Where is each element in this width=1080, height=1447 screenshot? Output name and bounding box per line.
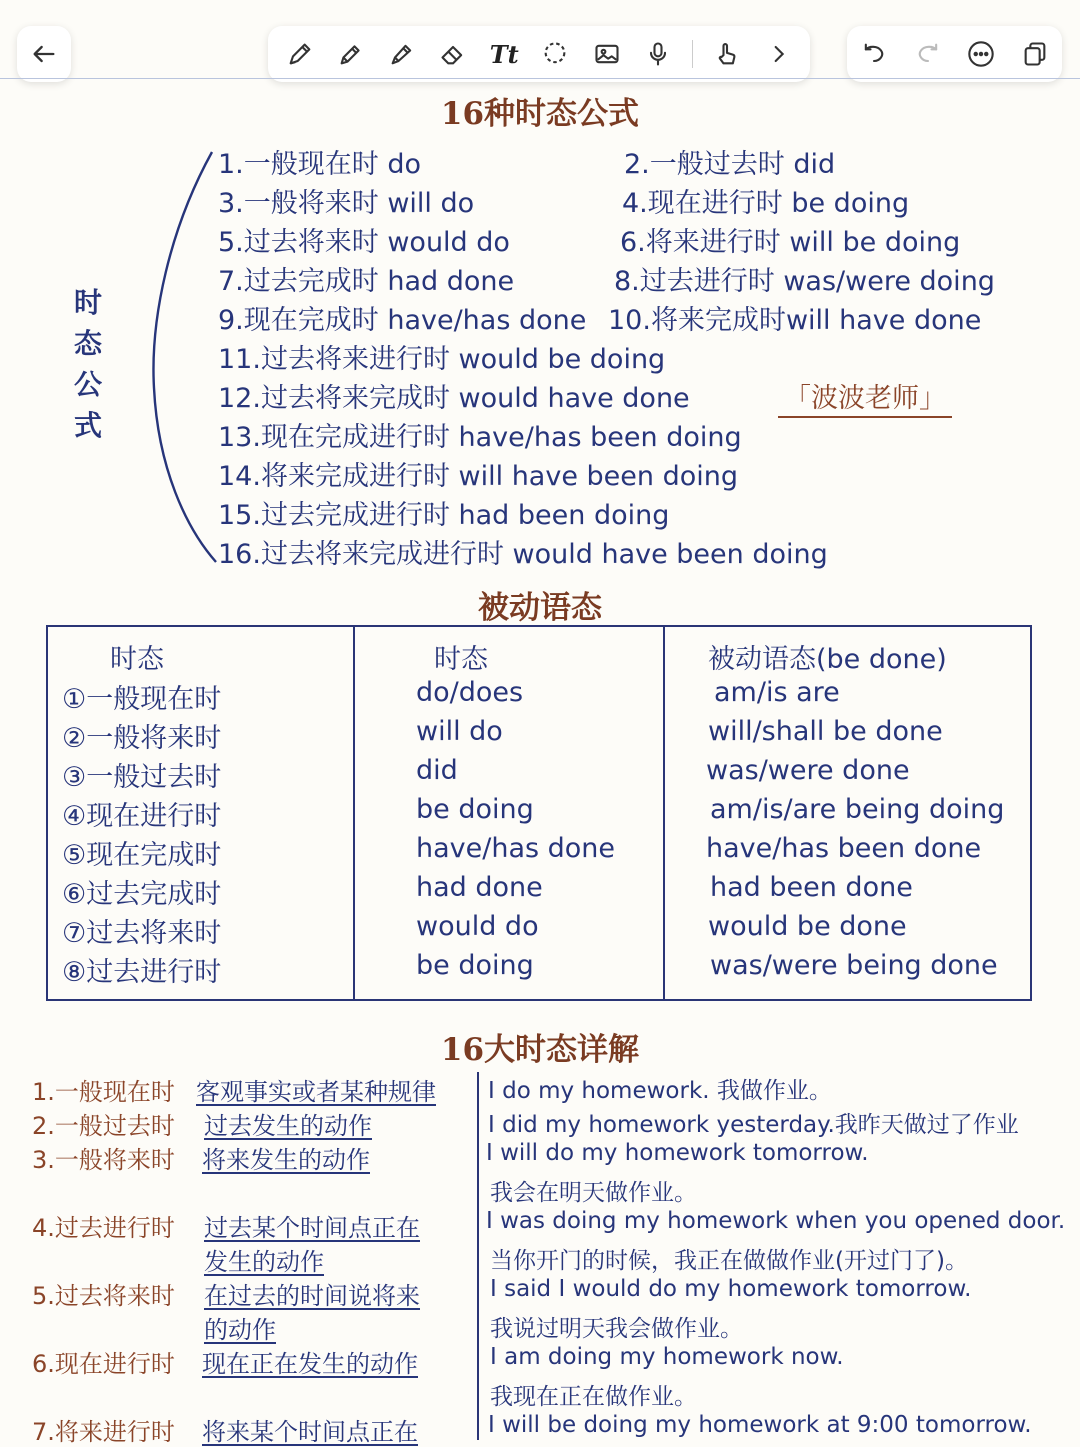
example-sentence: I will do my homework tomorrow.: [486, 1140, 869, 1166]
undo-icon[interactable]: [857, 37, 891, 71]
tense-description: 客观事实或者某种规律: [196, 1078, 436, 1106]
example-sentence: I am doing my homework now.: [490, 1344, 844, 1370]
author-stamp: 「波波老师」: [778, 376, 952, 418]
example-sentence: I do my homework. 我做作业。: [488, 1078, 832, 1104]
table-cell: ⑥过去完成时: [62, 879, 222, 910]
tense-description: 过去某个时间点正在: [204, 1214, 420, 1242]
tense-formula: 2.一般过去时 did: [624, 149, 836, 180]
table-cell: ⑧过去进行时: [62, 957, 222, 988]
table-cell: have/has been done: [706, 833, 982, 864]
table-cell: do/does: [416, 677, 524, 708]
example-sentence: I was doing my homework when you opened door.: [486, 1208, 1066, 1234]
back-button[interactable]: [17, 26, 71, 82]
table-cell: ②一般将来时: [62, 723, 222, 754]
tense-formula: 3.一般将来时 will do: [218, 188, 475, 219]
tense-formula: 8.过去进行时 was/were doing: [614, 266, 995, 297]
section-title-details: 16大时态详解: [440, 1032, 640, 1068]
table-cell: ①一般现在时: [62, 684, 222, 715]
tense-formula: 6.将来进行时 will be doing: [620, 227, 961, 258]
table-cell: would be done: [708, 911, 907, 942]
tense-description: 将来某个时间点正在: [202, 1418, 418, 1446]
table-cell: did: [416, 755, 458, 786]
example-translation: 我说过明天我会做作业。: [490, 1316, 743, 1342]
tense-description: 发生的动作: [204, 1248, 324, 1276]
example-sentence: I said I would do my homework tomorrow.: [490, 1276, 972, 1302]
tense-description: 现在正在发生的动作: [202, 1350, 418, 1378]
tense-name: 7.将来进行时: [32, 1418, 175, 1446]
table-cell: have/has done: [416, 833, 616, 864]
toolbar-divider: [692, 40, 693, 68]
drawing-tools-bar: [268, 26, 810, 82]
table-header: 时态: [434, 644, 488, 675]
tense-formula: 14.将来完成进行时 will have been doing: [218, 461, 738, 492]
tense-formula: 7.过去完成时 had done: [218, 266, 515, 297]
column-divider: [477, 1072, 479, 1440]
tense-name: 4.过去进行时: [32, 1214, 175, 1242]
table-cell: would do: [416, 911, 539, 942]
example-translation: 我会在明天做作业。: [490, 1180, 697, 1206]
section-title-formulas: 16种时态公式: [440, 96, 640, 132]
chevron-right-icon[interactable]: [761, 37, 795, 71]
tense-formula: 1.一般现在时 do: [218, 149, 422, 180]
table-cell: had been done: [710, 872, 913, 903]
table-cell: will/shall be done: [708, 716, 943, 747]
tense-name: 3.一般将来时: [32, 1146, 175, 1174]
table-cell: ④现在进行时: [62, 801, 222, 832]
table-cell: be doing: [416, 794, 534, 825]
tense-description: 过去发生的动作: [204, 1112, 372, 1140]
brace-line: [140, 148, 230, 568]
table-divider: [353, 627, 355, 999]
example-sentence: I will be doing my homework at 9:00 tomorrow.: [488, 1412, 1032, 1438]
more-icon[interactable]: [964, 37, 998, 71]
text-tool-icon[interactable]: Tt: [489, 39, 519, 69]
lasso-icon[interactable]: [538, 37, 572, 71]
tense-formula: 4.现在进行时 be doing: [622, 188, 910, 219]
page-top-border: [0, 78, 1080, 79]
tense-description: 在过去的时间说将来: [204, 1282, 420, 1310]
table-cell: ⑦过去将来时: [62, 918, 222, 949]
table-cell: will do: [416, 716, 503, 747]
tense-name: 5.过去将来时: [32, 1282, 175, 1310]
table-cell: had done: [416, 872, 543, 903]
table-cell: am/is/are being doing: [710, 794, 1005, 825]
table-cell: be doing: [416, 950, 534, 981]
table-cell: am/is are: [714, 677, 840, 708]
hand-pointer-icon[interactable]: [710, 37, 744, 71]
tense-formula: 10.将来完成时will have done: [608, 305, 982, 336]
tense-formula: 12.过去将来完成时 would have done: [218, 383, 690, 414]
table-header: 被动语态(be done): [708, 644, 947, 675]
example-translation: 当你开门的时候，我正在做做作业(开过门了)。: [490, 1248, 968, 1274]
pages-icon[interactable]: [1018, 37, 1052, 71]
tense-formula: 16.过去将来完成进行时 would have been doing: [218, 539, 828, 570]
table-cell: was/were being done: [710, 950, 998, 981]
back-arrow-icon: [27, 37, 61, 71]
pen-icon[interactable]: [283, 37, 317, 71]
example-translation: 我现在正在做作业。: [490, 1384, 697, 1410]
history-bar: [847, 26, 1062, 82]
table-divider: [663, 627, 665, 999]
tense-name: 6.现在进行时: [32, 1350, 175, 1378]
table-cell: ⑤现在完成时: [62, 840, 222, 871]
eraser-icon[interactable]: [436, 37, 470, 71]
microphone-icon[interactable]: [641, 37, 675, 71]
tense-formula: 9.现在完成时 have/has done: [218, 305, 587, 336]
section-title-passive: 被动语态: [478, 590, 602, 626]
highlighter-icon[interactable]: [385, 37, 419, 71]
tense-description: 将来发生的动作: [202, 1146, 370, 1174]
redo-icon[interactable]: [911, 37, 945, 71]
example-sentence: I did my homework yesterday.我昨天做过了作业: [488, 1112, 1019, 1138]
tense-name: 1.一般现在时: [32, 1078, 175, 1106]
tense-description: 的动作: [204, 1316, 276, 1344]
tense-name: 2.一般过去时: [32, 1112, 175, 1140]
brace-label: 时 态 公 式: [73, 286, 102, 442]
tense-formula: 5.过去将来时 would do: [218, 227, 510, 258]
tense-formula: 11.过去将来进行时 would be doing: [218, 344, 666, 375]
pencil-icon[interactable]: [334, 37, 368, 71]
image-icon[interactable]: [590, 37, 624, 71]
table-header: 时态: [110, 644, 164, 675]
tense-formula: 13.现在完成进行时 have/has been doing: [218, 422, 742, 453]
table-cell: was/were done: [706, 755, 910, 786]
tense-formula: 15.过去完成进行时 had been doing: [218, 500, 670, 531]
passive-voice-table: [46, 625, 1032, 1001]
table-cell: ③一般过去时: [62, 762, 222, 793]
